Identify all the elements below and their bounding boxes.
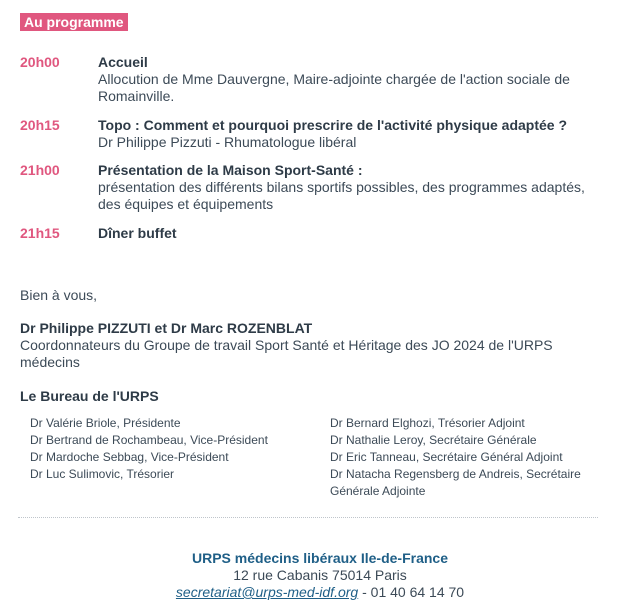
- footer-org: URPS médecins libéraux Ile-de-France: [192, 550, 448, 566]
- footer-address: 12 rue Cabanis 75014 Paris: [233, 567, 407, 583]
- footer-phone: 01 40 64 14 70: [370, 584, 465, 600]
- bureau-member: Dr Eric Tanneau, Secrétaire Général Adjoint: [330, 450, 563, 464]
- program-badge: Au programme: [20, 13, 128, 31]
- footer-separator: -: [358, 584, 371, 600]
- bureau-member: Dr Bertrand de Rochambeau, Vice-Président: [30, 433, 268, 447]
- program-desc: présentation des différents bilans sportifs possibles, des programmes adaptés, des équipes et équipements: [98, 179, 585, 212]
- signature-names: Dr Philippe PIZZUTI et Dr Marc ROZENBLAT: [20, 320, 313, 336]
- program-title: Présentation de la Maison Sport-Santé :: [98, 162, 363, 178]
- footer-contact: [0, 584, 640, 600]
- program-title: Accueil: [98, 54, 148, 70]
- program-time: 20h00: [20, 54, 60, 70]
- bureau-member: Dr Natacha Regensberg de Andreis, Secrétaire Générale Adjointe: [330, 467, 581, 498]
- program-desc: Allocution de Mme Dauvergne, Maire-adjointe chargée de l'action sociale de Romainville.: [98, 71, 570, 104]
- program-title: Topo : Comment et pourquoi prescrire de l'activité physique adaptée ?: [98, 117, 568, 133]
- signature-role: Coordonnateurs du Groupe de travail Sport Santé et Héritage des JO 2024 de l'URPS médecins: [20, 337, 553, 370]
- bureau-member: Dr Mardoche Sebbag, Vice-Président: [30, 450, 229, 464]
- divider: [18, 517, 598, 518]
- program-time: 21h00: [20, 162, 60, 178]
- bureau-left-list: [30, 415, 320, 483]
- bureau-member: Dr Valérie Briole, Présidente: [30, 416, 181, 430]
- bureau-member: Dr Bernard Elghozi, Trésorier Adjoint: [330, 416, 525, 430]
- bureau-member: Dr Nathalie Leroy, Secrétaire Générale: [330, 433, 537, 447]
- email-link[interactable]: secretariat@urps-med-idf.org: [175, 584, 359, 600]
- program-title: Dîner buffet: [98, 225, 177, 241]
- program-desc: Dr Philippe Pizzuti - Rhumatologue libéral: [98, 134, 357, 150]
- program-time: 21h15: [20, 225, 60, 241]
- bureau-member: Dr Luc Sulimovic, Trésorier: [30, 467, 175, 481]
- bureau-right-list: [330, 415, 620, 500]
- greeting: Bien à vous,: [20, 287, 98, 303]
- bureau-title: Le Bureau de l'URPS: [20, 388, 159, 404]
- program-time: 20h15: [20, 117, 60, 133]
